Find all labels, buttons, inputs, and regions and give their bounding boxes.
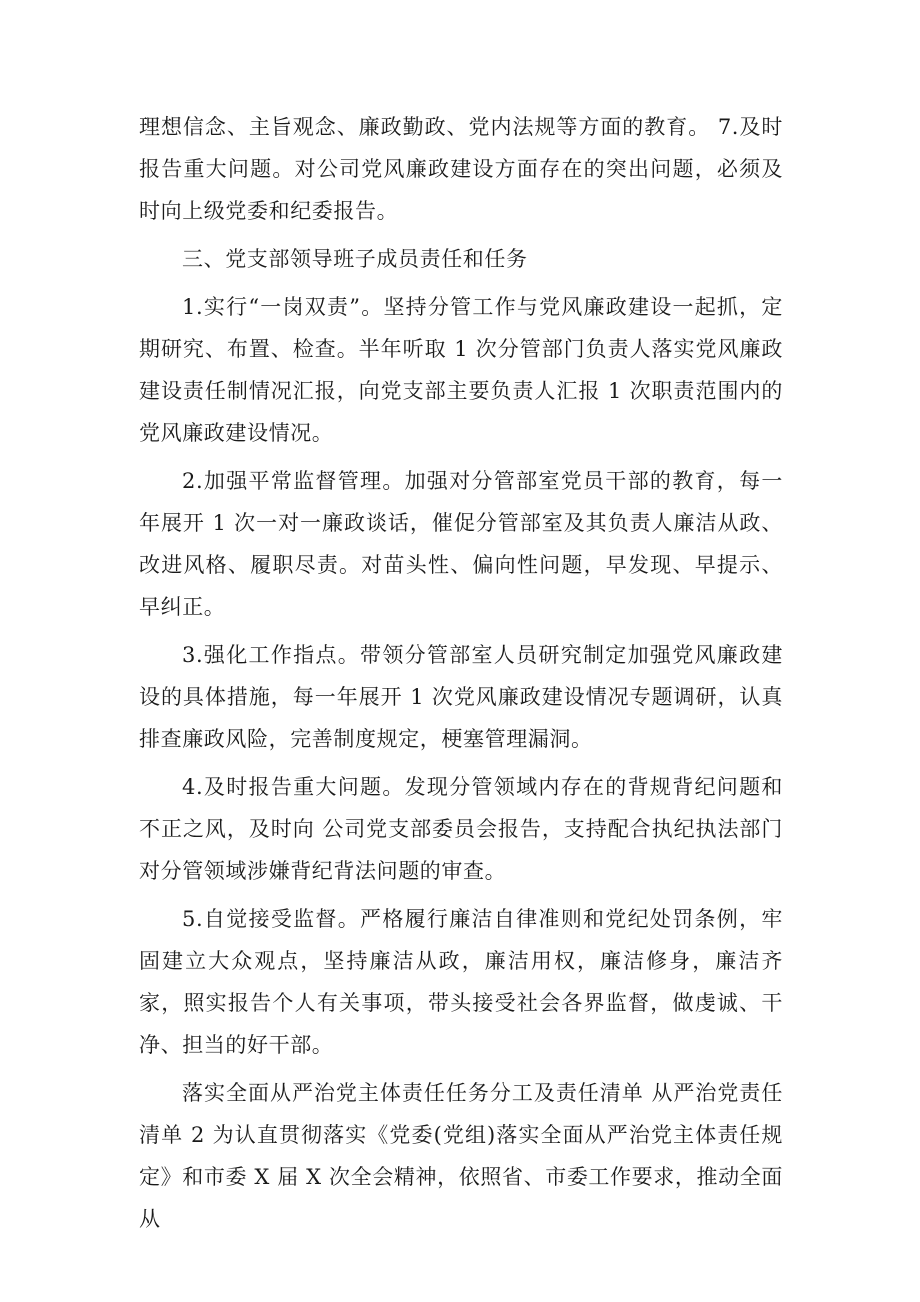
paragraph-1: 理想信念、主旨观念、廉政勤政、党内法规等方面的教育。 7.及时报告重大问题。对公司党风廉政建设方面存在的突出问题，必须及时向上级党委和纪委报告。 — [139, 115, 783, 223]
section-heading-3: 三、党支部领导班子成员责任和任务 — [182, 247, 528, 271]
document-body — [139, 106, 783, 1246]
paragraph-item-2: 2.加强平常监督管理。加强对分管部室党员干部的教育，每一年展开 1 次一对一廉政谈话，催促分管部室及其负责人廉洁从政、改进风格、履职尽责。对苗头性、偏向性问题，早发现、早提示、早纠正。 — [139, 469, 783, 619]
paragraph-item-4: 4.及时报告重大问题。发现分管领域内存在的背规背纪问题和不正之风，及时向 公司党支部委员会报告，支持配合执纪执法部门对分管领域涉嫌背纪背法问题的审查。 — [139, 775, 783, 883]
paragraph-final: 落实全面从严治党主体责任任务分工及责任清单 从严治党责任清单 2 为认直贯彻落实《党委(党组)落实全面从严治党主体责任规定》和市委 X 届 X 次全会精神，依照省、市委工作要求，推动全面从 — [139, 1081, 783, 1231]
paragraph-item-5: 5.自觉接受监督。严格履行廉洁自律准则和党纪处罚条例，牢固建立大众观点，坚持廉洁从政，廉洁用权，廉洁修身，廉洁齐家，照实报告个人有关事项，带头接受社会各界监督，做虔诚、干净、担当的好干部。 — [139, 907, 783, 1057]
paragraph-item-3: 3.强化工作指点。带领分管部室人员研究制定加强党风廉政建设的具体措施，每一年展开 1 次党风廉政建设情况专题调研，认真排查廉政风险，完善制度规定，梗塞管理漏洞。 — [139, 643, 783, 751]
paragraph-item-1: 1.实行“一岗双责”。坚持分管工作与党风廉政建设一起抓，定期研究、布置、检查。半年听取 1 次分管部门负责人落实党风廉政建设责任制情况汇报，向党支部主要负责人汇报 1 次职责范围内的党风廉政建设情况。 — [139, 295, 783, 445]
